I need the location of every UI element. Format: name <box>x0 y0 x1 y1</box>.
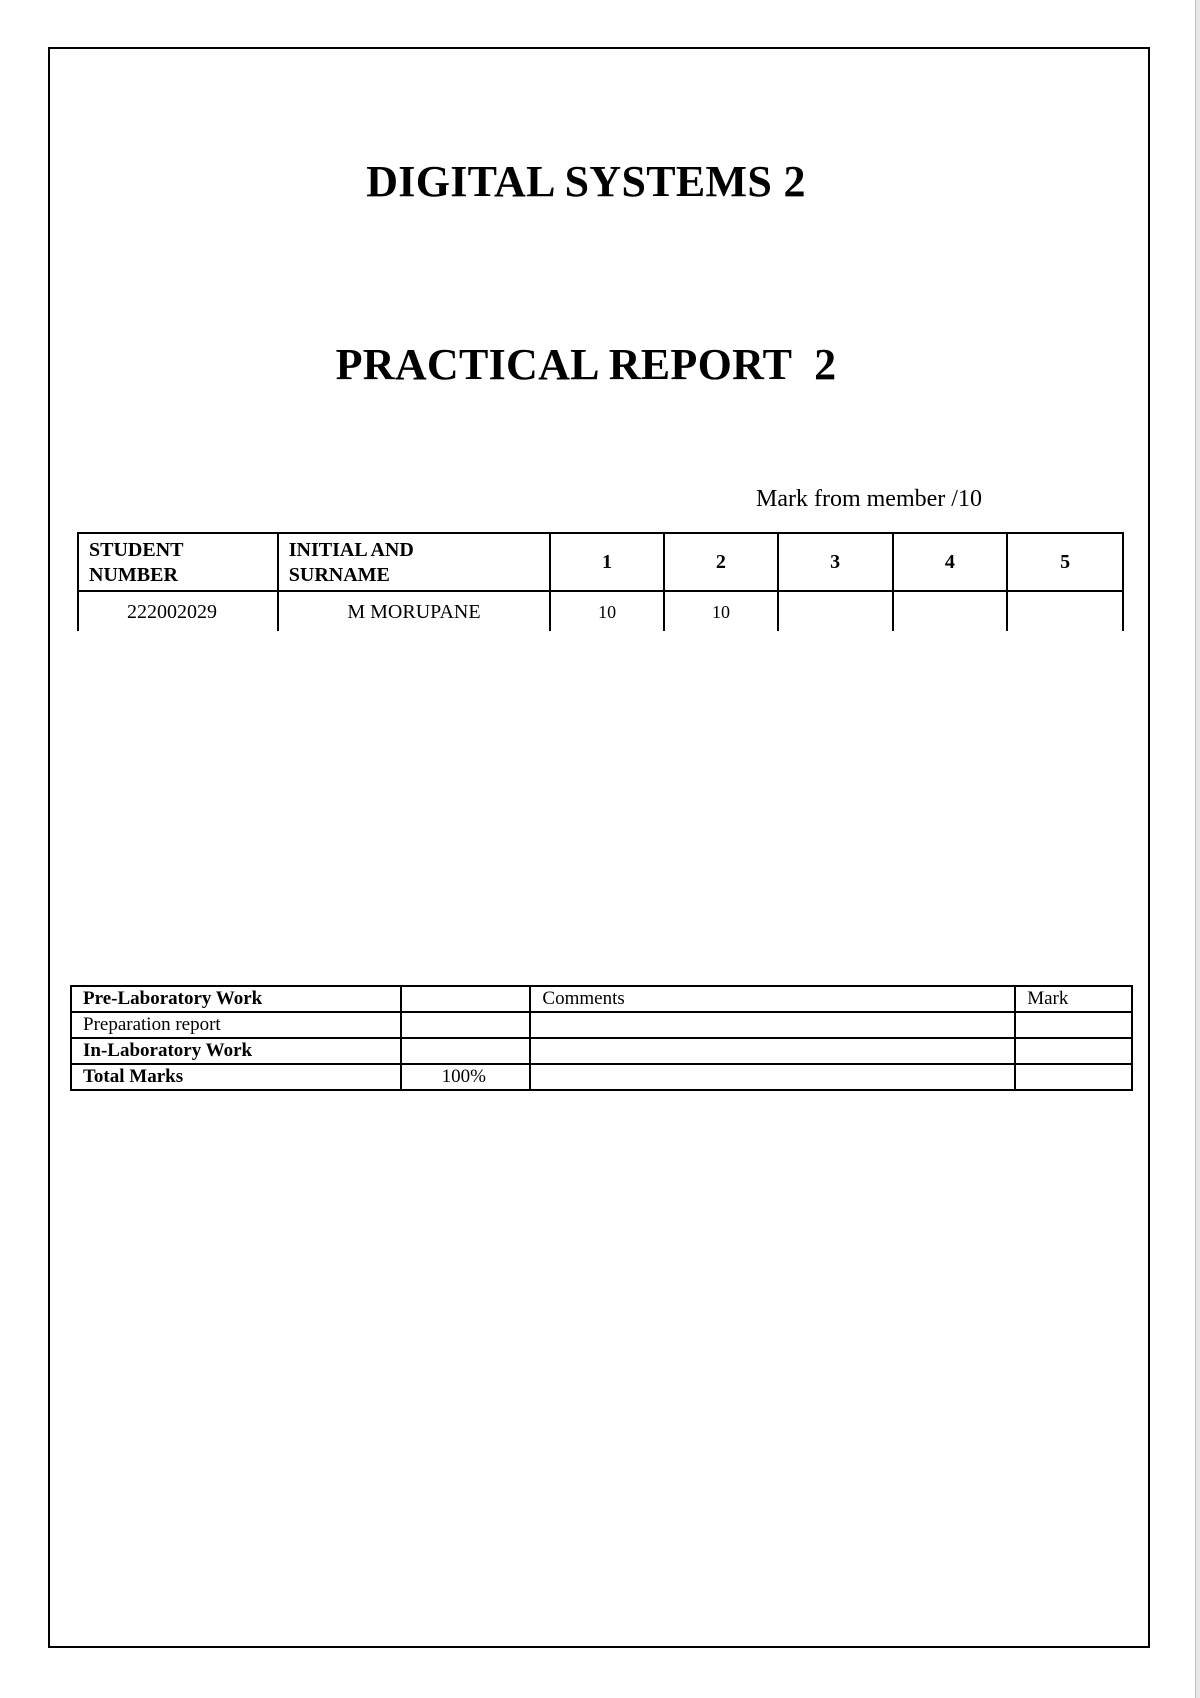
in-lab-work-mark <box>1015 1038 1132 1064</box>
student-number-header-line2: NUMBER <box>89 564 178 586</box>
table-row <box>71 1012 1132 1038</box>
member-2-header: 2 <box>664 533 778 591</box>
comments-header: Comments <box>530 986 1015 1012</box>
member-1-mark-cell: 10 <box>550 591 664 631</box>
mark-header: Mark <box>1015 986 1132 1012</box>
course-title: DIGITAL SYSTEMS 2 <box>366 157 806 206</box>
total-marks-label: Total Marks <box>71 1064 401 1090</box>
members-table <box>77 532 1124 631</box>
name-header-line2: SURNAME <box>288 564 390 586</box>
name-header <box>278 533 550 591</box>
member-4-mark-cell <box>893 591 1008 631</box>
report-title: PRACTICAL REPORT 2 <box>335 340 837 389</box>
student-name-cell: M MORUPANE <box>278 591 550 631</box>
member-5-header: 5 <box>1007 533 1123 591</box>
name-header-line1: INITIAL AND <box>288 539 414 561</box>
pre-lab-work-value <box>401 986 531 1012</box>
student-number-header <box>78 533 278 591</box>
page-border <box>48 47 1150 1648</box>
preparation-report-comment <box>530 1012 1015 1038</box>
preparation-report-value <box>401 1012 531 1038</box>
preparation-report-mark <box>1015 1012 1132 1038</box>
pre-lab-work-label: Pre-Laboratory Work <box>71 986 401 1012</box>
member-2-mark-cell: 10 <box>664 591 778 631</box>
member-5-mark-cell <box>1007 591 1123 631</box>
student-number-header-line1: STUDENT <box>89 539 184 561</box>
total-marks-value: 100% <box>401 1064 531 1090</box>
in-lab-work-comment <box>530 1038 1015 1064</box>
student-number-cell: 222002029 <box>78 591 278 631</box>
members-header-row <box>78 533 1123 591</box>
member-3-mark-cell <box>778 591 893 631</box>
member-3-header: 3 <box>778 533 893 591</box>
member-1-header: 1 <box>550 533 664 591</box>
marks-table <box>70 985 1133 1091</box>
in-lab-work-value <box>401 1038 531 1064</box>
table-row <box>71 1038 1132 1064</box>
total-marks-comment <box>530 1064 1015 1090</box>
preparation-report-label: Preparation report <box>71 1012 401 1038</box>
total-marks-mark <box>1015 1064 1132 1090</box>
table-row <box>78 591 1123 631</box>
mark-from-member-caption: Mark from member /10 <box>756 486 982 512</box>
in-lab-work-label: In-Laboratory Work <box>71 1038 401 1064</box>
scrollbar-strip[interactable] <box>1195 0 1200 1698</box>
table-row <box>71 986 1132 1012</box>
table-row <box>71 1064 1132 1090</box>
member-4-header: 4 <box>893 533 1008 591</box>
